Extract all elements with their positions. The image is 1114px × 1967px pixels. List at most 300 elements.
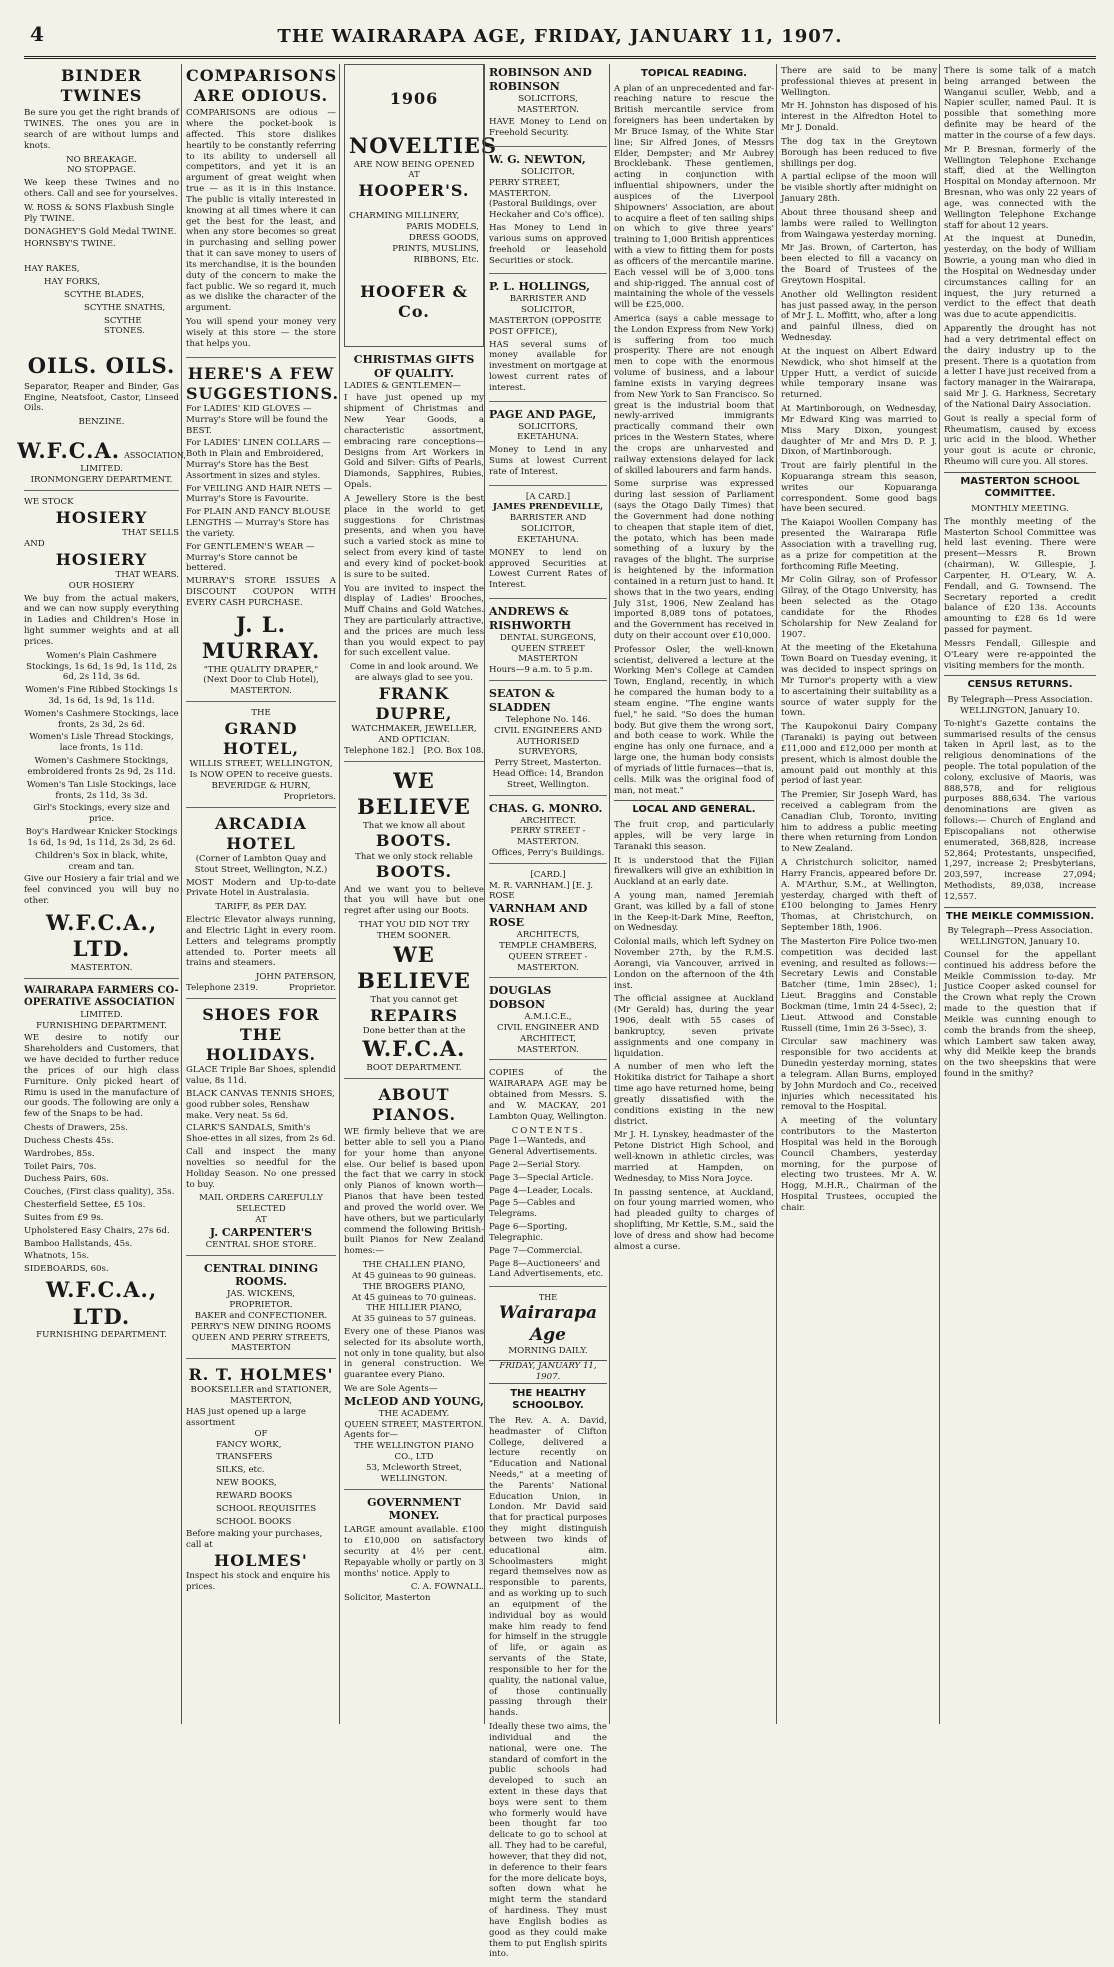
local-para: A number of men who left the Hokitika district for Taihape a short time ago have returned home, being greatly dissatisfied with the conditions existing in the new district. [614, 1062, 774, 1127]
article-para: A plan of an unprecedented and far-reaching nature to rescue the British mercantile service from foreigners has been undertaken by Mr Bruce Ismay, of the White Star line; Sir Alfred Jones, of Messrs Elder, Dempster; and Mr Aubrey Brocklebank. These gentlemen, acting in conjunction with influential shipowners, under the auspices of the Liverpool Shipowners' Association, are about to acquire a fleet of ten sailing ships on which to give three years' training to 1,000 British apprentices with a view to fitting them for posts as officers of the mercantile marine. Each vessel will be of 3,000 tons and ship-rigged. The annual cost of maintaining the whole of the vessels will be £25,000. [614, 83, 774, 311]
local-para: Apparently the drought has not had a very detrimental effect on the dairy industry up to the present. There is a quotation from a letter I have just received from a factory manager in the Wairarapa, said Mr J. G. Harkness, Secretary of the National Dairy Association. [944, 324, 1096, 410]
list-item: SCYTHE STONES. [104, 315, 145, 337]
list-item: Page 6—Sporting, Telegraphic. [489, 1222, 568, 1243]
meikle-by: By Telegraph—Press Association. [947, 926, 1093, 937]
at-word: AT [255, 1215, 267, 1226]
charming: CHARMING MILLINERY, [349, 211, 460, 222]
wfca-title: W.F.C.A. [17, 437, 121, 463]
hs-title: THE HEALTHY SCHOOLBOY. [510, 1387, 586, 1412]
wfca-heading [17, 437, 186, 464]
proprietor-2: PROPRIETOR. [229, 1300, 293, 1311]
column-7 [944, 64, 1096, 1724]
masterton-3: MASTERTON, [230, 1396, 292, 1407]
list-item: SILKS, etc. [216, 1465, 265, 1476]
local-para: At the inquest on Albert Edward Newdick, who shot himself at the Upper Hutt, a verdict of suicide while temporary insane was returned. [781, 346, 937, 401]
we-believe-2: WE BELIEVE [357, 941, 471, 994]
list-item: HAY FORKS, [44, 277, 100, 288]
school-body-2: Messrs Fendall, Gillespie and O'Leary were re-appointed the visiting members for the month. [944, 638, 1096, 671]
iron-dept: IRONMONGERY DEPARTMENT. [30, 475, 173, 486]
list-item: Page 5—Cables and Telegrams. [489, 1198, 576, 1220]
masterton: MASTERTON. [230, 686, 292, 697]
card-line: SOLICITOR, [521, 166, 575, 177]
card-line: Perry Street, Masterton. [494, 758, 602, 769]
local-para: The official assignee at Auckland (Mr Gerald) has, during the year 1906, dealt with 55 cases of bankruptcy, seven private assignments and one company in liquidation. [614, 994, 774, 1059]
card-line: ARCHITECTS, [516, 930, 580, 941]
list-item: For GENTLEMEN'S WEAR — Murray's Store cannot be bettered. [186, 541, 315, 574]
column-rule [181, 64, 182, 1724]
list-item: TRANSFERS [216, 1452, 273, 1463]
shoes-body: Call and inspect the many novelties so needful for the Holiday Season. No one pressed to buy. [186, 1147, 336, 1190]
carpenter: J. CARPENTER'S [209, 1225, 313, 1239]
arcadia-footer [186, 983, 336, 994]
list-item: SIDEBOARDS, 60s. [24, 1264, 109, 1275]
frank-dupre: FRANK DUPRE, [375, 683, 453, 724]
list-item: Page 1—Wanteds, and General Advertisements. [489, 1136, 598, 1158]
furn-dept: FURNISHING DEPARTMENT. [36, 1020, 167, 1031]
column-rule [776, 64, 777, 1724]
local-para: Circular saw machinery was responsible for two accidents at Dunedin yesterday morning, states a telegram. Allan Burns, employed by John Murdoch and Co., received injuries which necessitated his removal to the Hospital. [781, 1037, 937, 1113]
now-opened: ARE NOW BEING OPENED [353, 159, 475, 170]
card-line: CIVIL ENGINEER AND ARCHITECT, [497, 1022, 599, 1044]
and-want: And we want you to believe that you will have but one regret after using our Boots. [344, 884, 484, 917]
local-para: The dog tax in the Greytown Borough has been reduced to five shillings per dog. [781, 136, 937, 169]
piano-name: THE BROGERS PIANO, [362, 1281, 466, 1292]
card-line: PERRY STREET - MASTERTON. [510, 826, 586, 848]
of-word: OF [254, 1428, 268, 1439]
card-line: BARRISTER AND SOLICITOR, [509, 513, 587, 535]
novelties: NOVELTIES [349, 133, 498, 159]
murray-issues: MURRAY'S STORE ISSUES A DISCOUNT COUPON WITH EVERY CASH PURCHASE. [186, 576, 336, 608]
and-word: AND [24, 538, 45, 549]
piano-name: THE CHALLEN PIANO, [362, 1260, 466, 1271]
article-para: Some surprise was expressed during last session of Parliament (says the Otago Daily Times) that the Government had done nothing to cheapen that staple item of diet, the potato, which has been made something of a luxury by the ravages of the blight. The surprise is heightened by the information contained in a return just to hand. It shows that in the two years, ending July 31st, 1906, New Zealand has imported 8,089 tons of potatoes, and the Government has received in duty on their account over £10,000. [614, 479, 774, 641]
card-line: Head Office: 14, Brandon Street, Wellington. [492, 769, 604, 790]
list-item: Duchess Chests 45s. [24, 1135, 114, 1146]
masterton-2: MASTERTON [231, 1343, 291, 1354]
list-item: Bamboo Hallstands, 45s. [24, 1238, 133, 1249]
list-item: CLARK'S SANDALS, Smith's Shoe-ettes in all sizes, from 2s 6d. [186, 1123, 336, 1145]
twine-list [24, 203, 179, 250]
repairs: REPAIRS [369, 1005, 459, 1025]
boots: BOOTS. [375, 831, 453, 851]
binder-title: BINDER TWINES [60, 66, 143, 106]
monthly-meeting: MONTHLY MEETING. [971, 504, 1069, 514]
card-line: (Pastoral Buildings, over Heckaher and Co's office). [489, 199, 605, 221]
meikle-title: THE MEIKLE COMMISSION. [944, 907, 1096, 924]
jas-wickens: JAS. WICKENS, [226, 1289, 296, 1300]
hosiery-body: We buy from the actual makers, and we can now supply everything in Ladies and Children's Hose in light summer weights and at all prices. [24, 593, 179, 647]
proprietors: Proprietors. [283, 791, 336, 802]
card-line: DENTAL SURGEONS, [499, 632, 597, 643]
watchmaker: WATCHMAKER, JEWELLER, AND OPTICIAN. [351, 724, 477, 746]
proprietor: Proprietor. [288, 983, 336, 994]
local-para: Trout are fairly plentiful in the Kopuaranga stream this season, writes our Kopuaranga correspondent. Some good bags have been secured. [781, 461, 937, 515]
card-line: Telephone No. 146. [505, 714, 591, 725]
ladies: LADIES & GENTLEMEN— [344, 380, 462, 391]
list-item: SCYTHE SNATHS, [84, 302, 166, 313]
list-item: Women's Cashmere Stockings, lace fronts, 2s 3d, 2s 6d. [24, 708, 179, 730]
holmes: HOLMES' [214, 1551, 308, 1571]
list-item: HORNSBY'S TWINE. [24, 239, 116, 250]
local-para: The Kaiapoi Woollen Company has presented the Wairarapa Rifle Association with a travelling rug, as a prize for competition at the forthcoming Rifle Meeting. [781, 518, 937, 572]
page-number: 4 [30, 22, 44, 46]
census-date: WELLINGTON, January 10. [960, 705, 1080, 716]
fownall: C. A. FOWNALL. [410, 1582, 484, 1593]
gout-notice: Gout is really a special form of Rheumatism, caused by excess uric acid in the blood. Whether your gout is acute or chronic, Rheumo will cure you. All stores. [944, 413, 1096, 467]
meikle-body: Counsel for the appellant continued his address before the Meikle Commission to-day. Mr Justice Cooper asked counsel for the Crown what reply the Crown made to the question that if Meikle was cunning enough to comb the brands from the sheep, which Lambert saw taken away, why did Meikle keep the brands on the two sheepskins that were found in the smithy? [944, 950, 1096, 1080]
next-door: (Next Door to Club Hotel), [203, 675, 319, 686]
list-item: Page 4—Leader, Locals. [489, 1185, 593, 1196]
wellington-piano: THE WELLINGTON PIANO CO., LTD [354, 1441, 474, 1463]
our-hosiery: OUR HOSIERY [68, 580, 135, 591]
local-para: A meeting of the voluntary contributors to the Masterton Hospital was held in the Borough Council Chambers, yesterday morning, for the purpose of electing two trustees. Mr A. W. Hogg, M.H.R., Chairman of the Hospital Trustees, occupied the chair. [781, 1116, 937, 1213]
manners: 53, Mcleworth Street, [365, 1462, 462, 1473]
grand-hotel: GRAND HOTEL, [223, 718, 299, 759]
piano-price: At 45 guineas to 70 guineas. [351, 1292, 477, 1303]
done-better: Done better than at the [362, 1025, 466, 1036]
list-item: SCHOOL BOOKS [216, 1516, 292, 1527]
column-2 [186, 64, 340, 1724]
list-item: For VEILING AND HAIR NETS — Murray's Store is Favourite. [186, 483, 332, 505]
we-believe: WE BELIEVE [357, 767, 471, 820]
local-para: At Martinborough, on Wednesday, Mr Edward King was married to Miss Mary Dixon, youngest daughter of Mr and Mrs D. P. J. Dixon, of Martinborough. [781, 404, 937, 458]
willis: WILLIS STREET, WELLINGTON, [189, 759, 333, 770]
list-item: Page 3—Special Article. [489, 1172, 594, 1183]
jl-murray: J. L. MURRAY. [201, 611, 321, 664]
card-name: ANDREWS & RISHWORTH [489, 605, 572, 632]
wfca-ltd: W.F.C.A., LTD. [45, 909, 158, 962]
list-item: Toilet Pairs, 70s. [24, 1161, 97, 1172]
list-item: GLACE Triple Bar Shoes, splendid value, 8s 11d. [186, 1065, 336, 1087]
column-rule [939, 64, 940, 1724]
local-para: In passing sentence, at Auckland, on four young married women, who had pleaded guilty to charges of shoplifting, Mr Kettle, S.M., said the love of dress and show had become almost a curse. [614, 1187, 774, 1252]
card-line: Has Money to Lend in various sums on approved freehold or leasehold Securities or stock. [489, 223, 607, 266]
arcadia-body-2: Electric Elevator always running, and Electric Light in every room. Letters and telegrams promptly attended to. Porter meets all trains and steamers. [186, 915, 336, 969]
about-pianos: ABOUT PIANOS. [371, 1084, 457, 1124]
card-line: TEMPLE CHAMBERS, [499, 940, 597, 951]
local-para: There is some talk of a match being arranged between the Wanganui sculler, Webb, and a Napier sculler, named Paul. It is possible that something more definite may be heard of the matter in the course of a few days. [944, 66, 1096, 141]
card-line: Money to Lend in any Sums at lowest Current rate of Interest. [489, 445, 607, 477]
hoopers: HOOPER'S. [358, 181, 470, 201]
local-para: Mr J. H. Lynskey, headmaster of the Petone District High School, and well-known in athletic circles, was married at Hampden, on Wednesday, to Miss Nora Joyce. [614, 1130, 774, 1184]
mail-orders: MAIL ORDERS CAREFULLY SELECTED [199, 1193, 323, 1215]
local-para: Colonial mails, which left Sydney on November 27th, by the R.M.S. Aorangi, via Vancouver, arrived in London on the afternoon of the 4th inst. [614, 937, 774, 991]
comp-title: COMPARISONS ARE ODIOUS. [186, 66, 338, 106]
local-para: The Kaupokonui Dairy Company (Taranaki) is paying out between £11,000 and £12,000 per month at present, which is almost double the amount paid out monthly at this period of last year. [781, 722, 937, 787]
card-line: SOLICITORS, EKETAHUNA. [517, 421, 579, 443]
list-item: Women's Cashmere Stockings, embroidered fronts 2s 9d, 2s 11d. [27, 756, 176, 777]
card-line: M. R. VARNHAM.] [E. J. ROSE [489, 880, 593, 902]
xmas-body-2: A Jewellery Store is the best place in the world to get suggestions for Christmas presents, and when you have such a varied stock as mine to select from every kind of taste and every kind of pocket-book is sure to be suited. [344, 493, 484, 580]
furn-body: WE desire to notify our Shareholders and Customers, that we have decided to further reduce the prices of our high class Furniture. Only picked heart of Rimu is used in the manufacture of our goods. The following are only a few of the Snaps to be had. [24, 1033, 179, 1120]
masterton: MASTERTON. [70, 962, 133, 973]
keep-line: We keep these Twines and no others. Call and see for yourselves. [24, 178, 179, 200]
contents-title: CONTENTS. [511, 1125, 585, 1136]
we-stock: WE STOCK [24, 497, 74, 508]
academy: THE ACADEMY. [378, 1408, 450, 1419]
local-para: A partial eclipse of the moon will be visible shortly after midnight on January 28th. [781, 172, 937, 205]
that-wears: THAT WEARS. [115, 569, 179, 580]
list-item: DONAGHEY'S Gold Medal TWINE. [24, 226, 177, 237]
list-item: Boy's Hardwear Knicker Stockings 1s 6d, 1s 9d, 1s 11d, 2s 3d, 2s 6d. [25, 827, 178, 848]
card-name: DOUGLAS DOBSON [489, 984, 552, 1012]
local-para: At the inquest at Dunedin, yesterday, on the body of William Bowrie, a young man who died in the Hospital on Wednesday under circumstances calling for an inquest, the jury returned a verdict to the effect that death was due to acute appendicitis. [944, 234, 1096, 321]
column-rule [339, 64, 340, 1724]
furn-list [24, 1123, 179, 1275]
boots-2: BOOTS. [375, 862, 453, 882]
card-line: BARRISTER AND SOLICITOR, [509, 294, 587, 316]
hosiery-2: HOSIERY [55, 549, 148, 569]
contents-list [489, 1136, 607, 1280]
column-1 [17, 64, 186, 1724]
mcleod: McLEOD AND YOUNG, [344, 1394, 484, 1408]
card-name: P. L. HOLLINGS, [489, 280, 590, 294]
rt-holmes: R. T. HOLMES' [188, 1365, 334, 1385]
list-item: For PLAIN AND FANCY BLOUSE LENGTHS — Murray's Store has the variety. [186, 507, 331, 539]
column-6 [781, 64, 937, 1724]
card-line: Hours—9 a.m. to 5 p.m. [489, 665, 593, 676]
list-item: Chesterfield Settee, £5 10s. [24, 1200, 146, 1211]
topical-title: TOPICAL READING. [641, 68, 747, 79]
dateline: FRIDAY, JANUARY 11, 1907. [489, 1360, 607, 1384]
at-word: AT [408, 170, 420, 181]
hosiery-1: HOSIERY [55, 507, 148, 527]
wfca-ltd-2: W.F.C.A., LTD. [45, 1277, 158, 1329]
local-para: There are said to be many professional thieves at present in Wellington. [781, 66, 937, 98]
card-name: W. G. NEWTON, [489, 153, 586, 167]
govt-money: GOVERNMENT MONEY. [367, 1495, 461, 1523]
card-line: SOLICITORS, [518, 93, 578, 104]
list-item: Whatnots, 15s. [24, 1251, 90, 1262]
hosiery-list [24, 651, 179, 873]
local-para: The fruit crop, and particularly apples, will be very large in Taranaki this season. [614, 820, 774, 852]
list-item: FANCY WORK, [216, 1439, 282, 1450]
card-name: SEATON & SLADDEN [489, 687, 555, 714]
pianos-body: WE firmly believe that we are better able to sell you a Piano for your home than anyone else. Our belief is based upon the fact that we carry in stock only Pianos of known worth—Pianos that have been tested and proved the world over. We have others, but we particularly commend the following British-built Pianos for New Zealand homes:— [344, 1127, 484, 1257]
oils-title: OILS. OILS. [27, 353, 176, 379]
card-line: HAS several sums of money available for investment on mortgage at lowest current rates of interest. [489, 339, 607, 393]
boot-dept: BOOT DEPARTMENT. [366, 1062, 462, 1073]
fancy-list [186, 1440, 336, 1528]
piano-price: At 35 guineas to 57 guineas. [351, 1314, 477, 1325]
card-line: PERRY STREET, MASTERTON. [489, 177, 560, 199]
solicitor: Solicitor, Masterton [344, 1593, 431, 1604]
card-line: A.M.I.C.E., [524, 1012, 572, 1023]
card-line: MASTERTON. [517, 104, 579, 115]
wfca-sub: ASSOCIATION, [124, 450, 186, 460]
local-para: Mr H. Johnston has disposed of his interest in the Alfredton Hotel to Mr J. Donald. [781, 101, 937, 134]
queen-perry: QUEEN AND PERRY STREETS, [191, 1332, 331, 1343]
oils-body: Separator, Reaper and Binder, Gas Engine, Neatsfoot, Castor, Linseed Oils. [24, 381, 179, 414]
has-just: HAS just opened up a large assortment [186, 1407, 306, 1428]
list-item: Women's Tan Lisle Stockings, lace fronts, 2s 11d, 3s 3d. [26, 779, 177, 801]
inspect-line: Inspect his stock and enquire his prices. [186, 1571, 331, 1593]
baker: BAKER and CONFECTIONER. [194, 1310, 328, 1321]
cannot-get: That you cannot get [370, 994, 458, 1005]
hay-list [24, 264, 179, 337]
govt-body: LARGE amount available. £100 to £10,000 on satisfactory security at 4½ per cent. Repayable wholly or partly on 3 months' notice. Apply to [344, 1525, 484, 1579]
list-item: HAY RAKES, [24, 264, 80, 275]
masthead: THE WAIRARAPA AGE, FRIDAY, JANUARY 11, 1907. [277, 26, 843, 47]
local-para: Another old Wellington resident has just passed away, in the person of Mr J. L. Moffitt, who, after a long and painful illness, died on Wednesday. [781, 289, 937, 344]
card-line: [A CARD.] [525, 491, 571, 502]
hs-body: Ideally these two aims, the individual and the national, were one. The standard of comfort in the public schools had developed to such an extent in these days that boys were sent to them who formerly would have been thought far too delicate to go to school at all. They had to be careful, however, that they did not, in deference to their fears for the more delicate boys, soften down what he might term the standard of hardiness. They must have English bodies as good as they could make them to put English spirits into. [489, 1722, 607, 1960]
card-line: EKETAHUNA. [517, 534, 579, 545]
benzine: BENZINE. [78, 417, 125, 428]
not-try: THAT YOU DID NOT TRY THEM SOONER. [358, 920, 470, 941]
local-para: A Christchurch solicitor, named Harry Francis, appeared before Dr. A. M'Arthur, S.M., at Wellington, yesterday, charged with theft of £100 belonging to James Henry Thomas, at Christchurch, on September 18th, 1906. [781, 858, 937, 934]
card-line: HAVE Money to Lend on Freehold Security. [489, 117, 607, 139]
hoofer: HOOFER & Co. [360, 281, 468, 321]
wellington: WELLINGTON. [380, 1473, 448, 1484]
column-rule [609, 64, 610, 1724]
list-item: Duchess Pairs, 60s. [24, 1174, 109, 1185]
list-item: Page 8—Auctioneers' and Land Advertisements, etc. [489, 1258, 604, 1280]
dining-title: CENTRAL DINING ROOMS. [204, 1261, 318, 1289]
list-item: W. ROSS & SONS Flaxbush Single Ply TWINE. [24, 202, 175, 224]
card-line: QUEEN STREET - MASTERTON. [508, 951, 588, 973]
meikle-date: WELLINGTON, January 10. [960, 937, 1080, 948]
card-line: Offices, Perry's Buildings. [491, 848, 605, 858]
xmas-body-3: You are invited to inspect the display of Ladies' Brooches, Muff Chains and Gold Watches. They are particularly attractive, and the prices are much less than you would expect to pay for such excellent value. [344, 583, 484, 659]
list-item: BLACK CANVAS TENNIS SHOES, good rubber soles, Renshaw make. Very neat. 5s 6d. [186, 1088, 335, 1121]
census-by: By Telegraph—Press Association. [947, 695, 1093, 706]
every-one: Every one of these Pianos was selected for its absolute worth, not only in tone quality, but also in general construction. We guarantee every Piano. [344, 1326, 484, 1381]
list-item: PARIS MODELS, [406, 222, 479, 233]
farmers-heading: WAIRARAPA FARMERS CO-OPERATIVE ASSOCIATION [24, 984, 179, 1009]
list-item: REWARD BOOKS [216, 1490, 293, 1501]
article-para: America (says a cable message to the London Express from New York) is suffering from too much prosperity. There are not enough men to cope with the enormous volume of business, and a labour famine exists in varying degrees from New York to San Francisco. So great is the industrial boom that newly-arrived immigrants practically command their own prices in the Western States, where the crops are unharvested and railway extensions delayed for lack of skilled labourers and farm hands. [614, 313, 774, 476]
card-line: CIVIL ENGINEERS AND AUTHORISED SURVEYORS, [494, 725, 602, 758]
list-item: Chests of Drawers, 25s. [24, 1123, 128, 1134]
john-paterson: JOHN PATERSON, [255, 972, 336, 983]
come-in: Come in and look around. We are always glad to see you. [349, 662, 479, 684]
local-para: It is understood that the Fijian firewalkers will give an exhibition in Auckland at an early date. [614, 855, 774, 888]
list-item: Women's Fine Ribbed Stockings 1s 3d, 1s 6d, 1s 9d, 1s 11d. [25, 685, 178, 706]
arcadia-addr: (Corner of Lambton Quay and Stout Street, Wellington, N.Z.) [194, 853, 328, 875]
list-item: Page 2—Serial Story. [489, 1160, 581, 1170]
card-name: JAMES PRENDEVILLE, [492, 502, 604, 513]
give-line: Give our Hosiery a fair trial and we feel convinced you will buy no other. [24, 874, 179, 907]
list-item: Suites from £9 9s. [24, 1212, 104, 1223]
list-item: For LADIES' LINEN COLLARS — Both in Plain and Embroidered, Murray's Store has the Best Assortment in sizes and styles. [186, 438, 332, 481]
arcadia-body: MOST Modern and Up-to-date Private Hotel in Australasia. [186, 877, 336, 899]
telephone: Telephone 182.] [344, 745, 415, 756]
year: 1906 [389, 89, 439, 108]
school-title: MASTERTON SCHOOL COMMITTEE. [944, 472, 1096, 501]
school-body: The monthly meeting of the Masterton School Committee was held last evening. There were present—Messrs R. Brown (chairman), W. Gillespie, J. Carpenter, H. O'Leary, W. A. Fendall, and G. Townsend. The Secretary reported a credit balance of £20 13s. Accounts amounting to £28 6s 1d were passed for payment. [944, 516, 1096, 636]
column-rule [484, 64, 485, 1724]
list-item: DRESS GOODS, [408, 233, 479, 244]
no-breakage: NO BREAKAGE. [66, 154, 137, 165]
piano-price: At 45 guineas to 90 guineas. [351, 1270, 477, 1281]
card-line: QUEEN STREET MASTERTON [511, 643, 585, 665]
binder-body: Be sure you get the right brands of TWINES. The ones you are in search of are without lumps and knots. [24, 108, 179, 151]
only-stock: That we only stock reliable [355, 851, 473, 862]
card-name: CHAS. G. MONRO. [489, 801, 603, 815]
frank-footer [344, 746, 484, 757]
furn-dept-2: FURNISHING DEPARTMENT. [36, 1329, 167, 1340]
local-para: A young man, named Jeremiah Grant, was killed by a fall of stone in the Keep-it-Dark Mine, Reefton, on Wednesday. [614, 890, 774, 934]
local-title: LOCAL AND GENERAL. [614, 800, 774, 817]
the-word: THE [538, 1293, 558, 1303]
arcadia-title: ARCADIA HOTEL [215, 813, 307, 853]
local-para: The Masterton Fire Police two-men competition was decided last evening, and resulted as follows:— Secretary Lewis and Constable Batcher (time, 1min 28sec), 1; Lieut. Braggins and Constable Bockman (time, 1min 24 4-5sec), 2; Lieut. Attwood and Constable Russell (time, 1min 26 3-5sec), 3. [781, 936, 937, 1034]
morning-daily: MORNING DAILY. [508, 1346, 588, 1357]
card-name: VARNHAM AND ROSE [489, 902, 588, 930]
sole-agents: We are Sole Agents— [344, 1384, 438, 1395]
column-3 [344, 64, 498, 1724]
list-item: NEW BOOKS, [216, 1478, 277, 1489]
perry-rooms: PERRY'S NEW DINING ROOMS [190, 1321, 332, 1332]
wfca: W.F.C.A. [362, 1036, 466, 1062]
list-item: Women's Plain Cashmere Stockings, 1s 6d, 1s 9d, 1s 11d, 2s 6d, 2s 11d, 3s 6d. [26, 650, 177, 683]
tariff: TARIFF, 8s PER DAY. [215, 902, 307, 913]
local-para: At the meeting of the Eketahuna Town Board on Tuesday evening, it was decided to inspect springs on Mr Turnor's property with a view to ascertaining their suitability as a source of water supply for the town. [781, 643, 937, 719]
card-line: ARCHITECT. [520, 815, 576, 826]
central-shoe: CENTRAL SHOE STORE. [205, 1239, 317, 1250]
card-name: ROBINSON AND ROBINSON [489, 66, 592, 93]
that-we-know: That we know all about [363, 820, 465, 831]
no-stoppage: NO STOPPAGE. [67, 165, 136, 176]
now-open: Is NOW OPEN to receive guests. [189, 770, 333, 781]
card-line: MASTERTON (OPPOSITE POST OFFICE), [489, 315, 602, 337]
card-line: [CARD.] [530, 869, 566, 880]
xmas-body: I have just opened up my shipment of Christmas and New Year Goods, a characteristic assortment, embracing rare conceptions—Designs from Art Workers in Gold and Silver: Gifts of Pearls, Diamonds, Sapphires, Rubies, Opals. [344, 393, 484, 491]
paper-name: Wairarapa Age [499, 1303, 597, 1345]
local-para: About three thousand sheep and lambs were railed to Wellington from Waingawa yesterday morning. [781, 207, 937, 240]
card-line: MONEY to lend on approved Securities at Lowest Current Rates of Interest. [489, 547, 607, 591]
limited-2: LIMITED. [80, 1009, 123, 1020]
list-item: Couches, (First class quality), 35s. [24, 1187, 175, 1198]
list-item: Girl's Stockings, every size and price. [33, 803, 170, 825]
beveridge: BEVERIDGE & HURN, [211, 780, 311, 791]
quality-draper: "THE QUALITY DRAPER," [203, 664, 319, 675]
piano-name: THE HILLIER PIANO, [366, 1303, 462, 1314]
list-item: Women's Lisle Thread Stockings, lace fronts, 1s 11d. [29, 732, 174, 754]
list-item: SCHOOL REQUISITES [216, 1503, 317, 1514]
telephone: Telephone 2319. [186, 983, 259, 994]
page-header [24, 10, 1096, 59]
column-4 [489, 64, 607, 1960]
list-item: Page 7—Commercial. [489, 1245, 583, 1256]
grand-the: THE [251, 708, 271, 719]
local-para: Mr Colin Gilray, son of Professor Gilray, of the Otago University, has been selected as the Otago candidate for the Rhodes Scholarship for New Zealand for 1907. [781, 575, 937, 640]
comp-body: COMPARISONS are odious — where the pocket-book is affected. This store dislikes heartily to be constantly referring to its ability to undersell all competitors, and yet it is an argument of great weight when true — as it is in this instance. The public is vitally interested in knowing at all times where it can get the best for the least, and when any store becomes so great in purchasing and selling power that it can save money to users of its merchandise, it is the bounden duty of the concern to make the fact public. We so regard it, much as we dislike the character of the argument. [186, 108, 336, 314]
list-item: For LADIES' KID GLOVES — Murray's Store will be found the BEST. [186, 403, 328, 436]
list-item: PRINTS, MUSLINS, [392, 243, 479, 254]
newspaper-page [17, 10, 1096, 1960]
copies-notice: COPIES of the WAIRARAPA AGE may be obtained from Messrs. S. and W. MACKAY, 201 Lambton Quay, Wellington. [489, 1068, 607, 1122]
agents-for: Agents for— [344, 1430, 398, 1441]
article-para: Professor Osler, the well-known scientist, delivered a lecture at the Working Men's College at Camden Town, England, recently, in which he compared the human body to a steam engine. "The engine wants fuel," he said. "So does the human body. But give them the wrong sort, and both cease to work. While the engine has only one furnace, and a large one, the human body consists of myriads of little furnaces—that is, cells. Milk was the original food of man, not meat." [614, 644, 774, 796]
before-line: Before making your purchases, call at [186, 1529, 323, 1551]
card-name: PAGE AND PAGE, [489, 407, 597, 421]
census-body: To-night's Gazette contains the summarised results of the census taken in April last, as to the religious denominations of the people. The total population of the colony, exclusive of Maoris, was 888,578, and for religious purposes 888,634. The various denominations are given as follows:— Church of England and Episcopalians not otherwise enumerated, 368,828, increase 52,864; Protestants, unspecified, 1,297, increase 2; Presbyterians, 203,597, increase 27,094; Methodists, 89,038, increase 12,557. [944, 718, 1096, 902]
column-5 [614, 64, 774, 1724]
card-line: MASTERTON. [517, 1044, 579, 1055]
that-sells: THAT SELLS [122, 528, 179, 539]
hfs-list [186, 404, 336, 574]
limited: LIMITED. [80, 464, 123, 475]
comp-body-2: You will spend your money very wisely at this store — the store that helps you. [186, 317, 336, 349]
po-box: [P.O. Box 108. [423, 745, 484, 756]
bookseller: BOOKSELLER and STATIONER, [190, 1385, 332, 1396]
list-item: Children's Sox in black, white, cream and tan. [35, 850, 168, 872]
list-item: Wardrobes, 85s. [24, 1148, 95, 1159]
hs-body: The Rev. A. A. David, headmaster of Clifton College, delivered a lecture recently on "Education and National Needs," at a meeting of the Parents' National Education Union, in London. Mr David said that for practical purposes they might distinguish between two kinds of educational aim. Schoolmasters might regard themselves now as responsible to parents, and as working up to such an equipment of the individual boy as would make him ready to fend for himself in the struggle of life, or again as servants of the State, responsible to her for the quality, the national value, of those continually passing through their hands. [489, 1415, 607, 1719]
local-para: The Premier, Sir Joseph Ward, has received a cablegram from the Canadian Club, Toronto, inviting him to address a public meeting there when returning from London to New Zealand. [781, 790, 937, 855]
